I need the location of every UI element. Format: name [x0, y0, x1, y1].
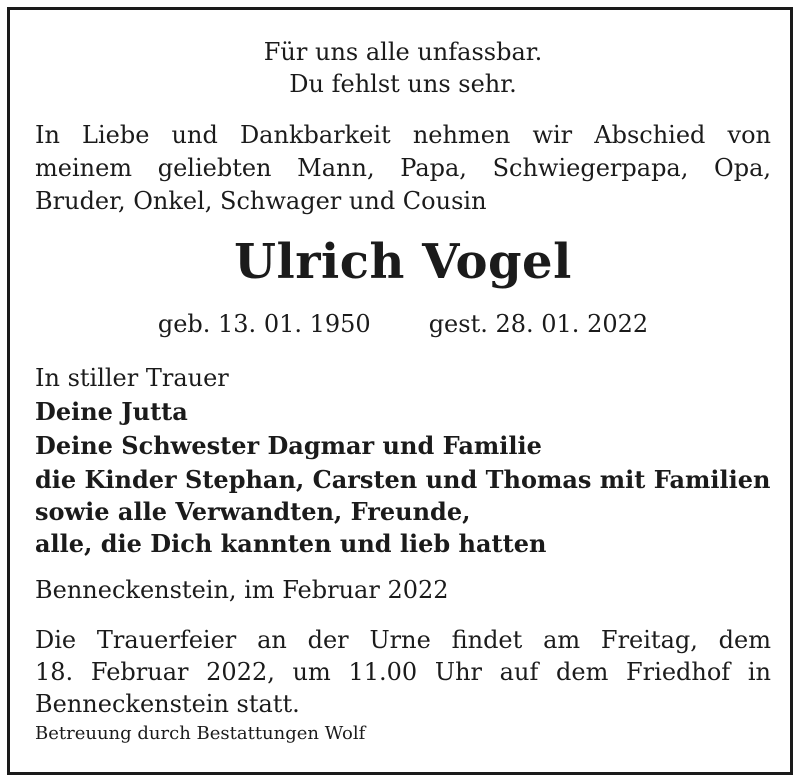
funeral-line-1: Die Trauerfeier an der Urne findet am Freitag, dem [35, 626, 771, 654]
mourners-intro: In stiller Trauer [35, 364, 229, 392]
obituary-frame [7, 7, 793, 775]
mourner-line: die Kinder Stephan, Carsten und Thomas mit Familien [35, 465, 771, 494]
life-dates [35, 308, 771, 340]
funeral-line-3: Benneckenstein statt. [35, 690, 300, 718]
mourner-line: alle, die Dich kannten und lieb hatten [35, 529, 547, 558]
place-and-date: Benneckenstein, im Februar 2022 [35, 576, 449, 604]
funeral-line-2: 18. Februar 2022, um 11.00 Uhr auf dem Friedhof in [35, 658, 771, 686]
undertaker-credit: Betreuung durch Bestattungen Wolf [35, 723, 366, 744]
mourner-line: Deine Jutta [35, 397, 188, 426]
death-date: gest. 28. 01. 2022 [428, 310, 649, 338]
intro-line-2: meinem geliebten Mann, Papa, Schwiegerpapa, Opa, [35, 154, 771, 182]
birth-date: geb. 13. 01. 1950 [157, 310, 371, 338]
mourner-line: sowie alle Verwandten, Freunde, [35, 497, 471, 526]
mourner-line: Deine Schwester Dagmar und Familie [35, 431, 542, 460]
intro-line-3: Bruder, Onkel, Schwager und Cousin [35, 187, 487, 215]
intro-line-1: In Liebe und Dankbarkeit nehmen wir Abschied von [35, 121, 771, 149]
deceased-name: Ulrich Vogel [234, 234, 572, 290]
header-line-2: Du fehlst uns sehr. [289, 70, 517, 98]
header-line-1: Für uns alle unfassbar. [263, 38, 543, 66]
